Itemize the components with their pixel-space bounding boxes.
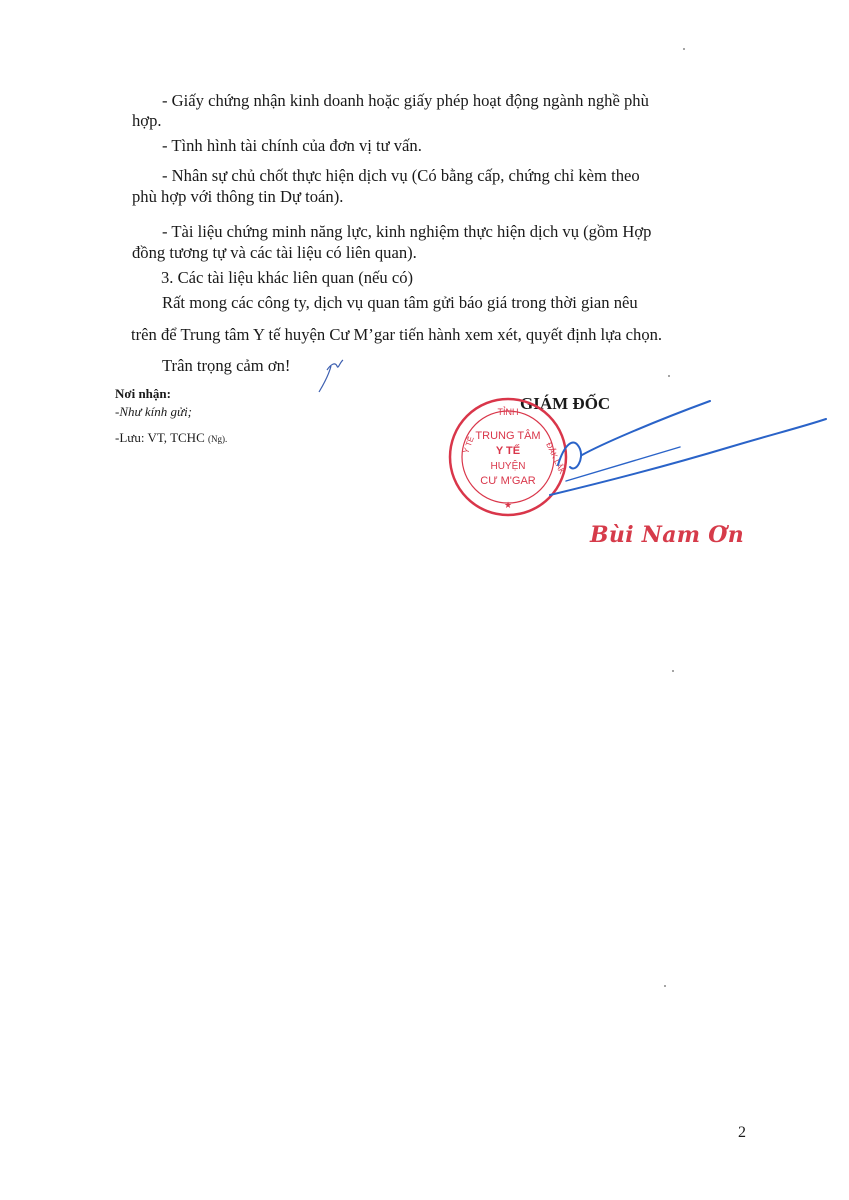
initial-mark: [315, 356, 345, 396]
scan-speck: [664, 985, 666, 987]
scan-speck: [683, 48, 685, 50]
body-line-7: đồng tương tự và các tài liệu có liên quan).: [132, 243, 417, 262]
svg-text:Y TẾ: Y TẾ: [461, 435, 476, 455]
recipients-heading: Nơi nhận:: [115, 386, 171, 401]
body-line-4: - Nhân sự chủ chốt thực hiện dịch vụ (Có bằng cấp, chứng chỉ kèm theo: [162, 166, 640, 185]
svg-text:ĐẮK LẮK: ĐẮK LẮK: [544, 441, 567, 476]
recipient-item-2-sub: (Ng).: [208, 434, 228, 444]
svg-text:★: ★: [503, 500, 513, 510]
page-number: 2: [738, 1124, 746, 1141]
closing-thanks: Trân trọng cảm ơn!: [162, 356, 291, 375]
stamp-line-4: CƯ M'GAR: [480, 475, 536, 487]
body-line-2: hợp.: [132, 111, 162, 130]
body-line-5: phù hợp với thông tin Dự toán).: [132, 187, 344, 206]
body-line-6: - Tài liệu chứng minh năng lực, kinh nghiệm thực hiện dịch vụ (gồm Hợp: [162, 222, 652, 241]
stamp-line-1: TRUNG TÂM: [475, 430, 541, 442]
body-line-1: - Giấy chứng nhận kinh doanh hoặc giấy phép hoạt động ngành nghề phù: [162, 91, 649, 110]
recipient-item-1: -Như kính gửi;: [115, 404, 193, 419]
stamp-top: TỈNH: [497, 407, 519, 417]
stamp-line-3: HUYỆN: [490, 461, 526, 472]
recipient-item-2-main: -Lưu: VT, TCHC: [115, 430, 205, 445]
body-line-3: - Tình hình tài chính của đơn vị tư vấn.: [162, 136, 422, 155]
stamp-line-2: Y TẾ: [495, 445, 521, 457]
recipient-item-2: [115, 429, 227, 448]
scan-speck: [672, 670, 674, 672]
scan-speck: [668, 375, 670, 377]
body-line-8: 3. Các tài liệu khác liên quan (nếu có): [161, 268, 414, 287]
body-line-9: Rất mong các công ty, dịch vụ quan tâm gửi báo giá trong thời gian nêu: [162, 293, 638, 312]
body-line-10: trên để Trung tâm Y tế huyện Cư M’gar tiến hành xem xét, quyết định lựa chọn.: [131, 325, 663, 344]
signer-title: GIÁM ĐỐC: [520, 394, 611, 413]
signer-name: Bùi Nam Ơn: [590, 522, 745, 548]
handwritten-signature: [540, 395, 830, 515]
